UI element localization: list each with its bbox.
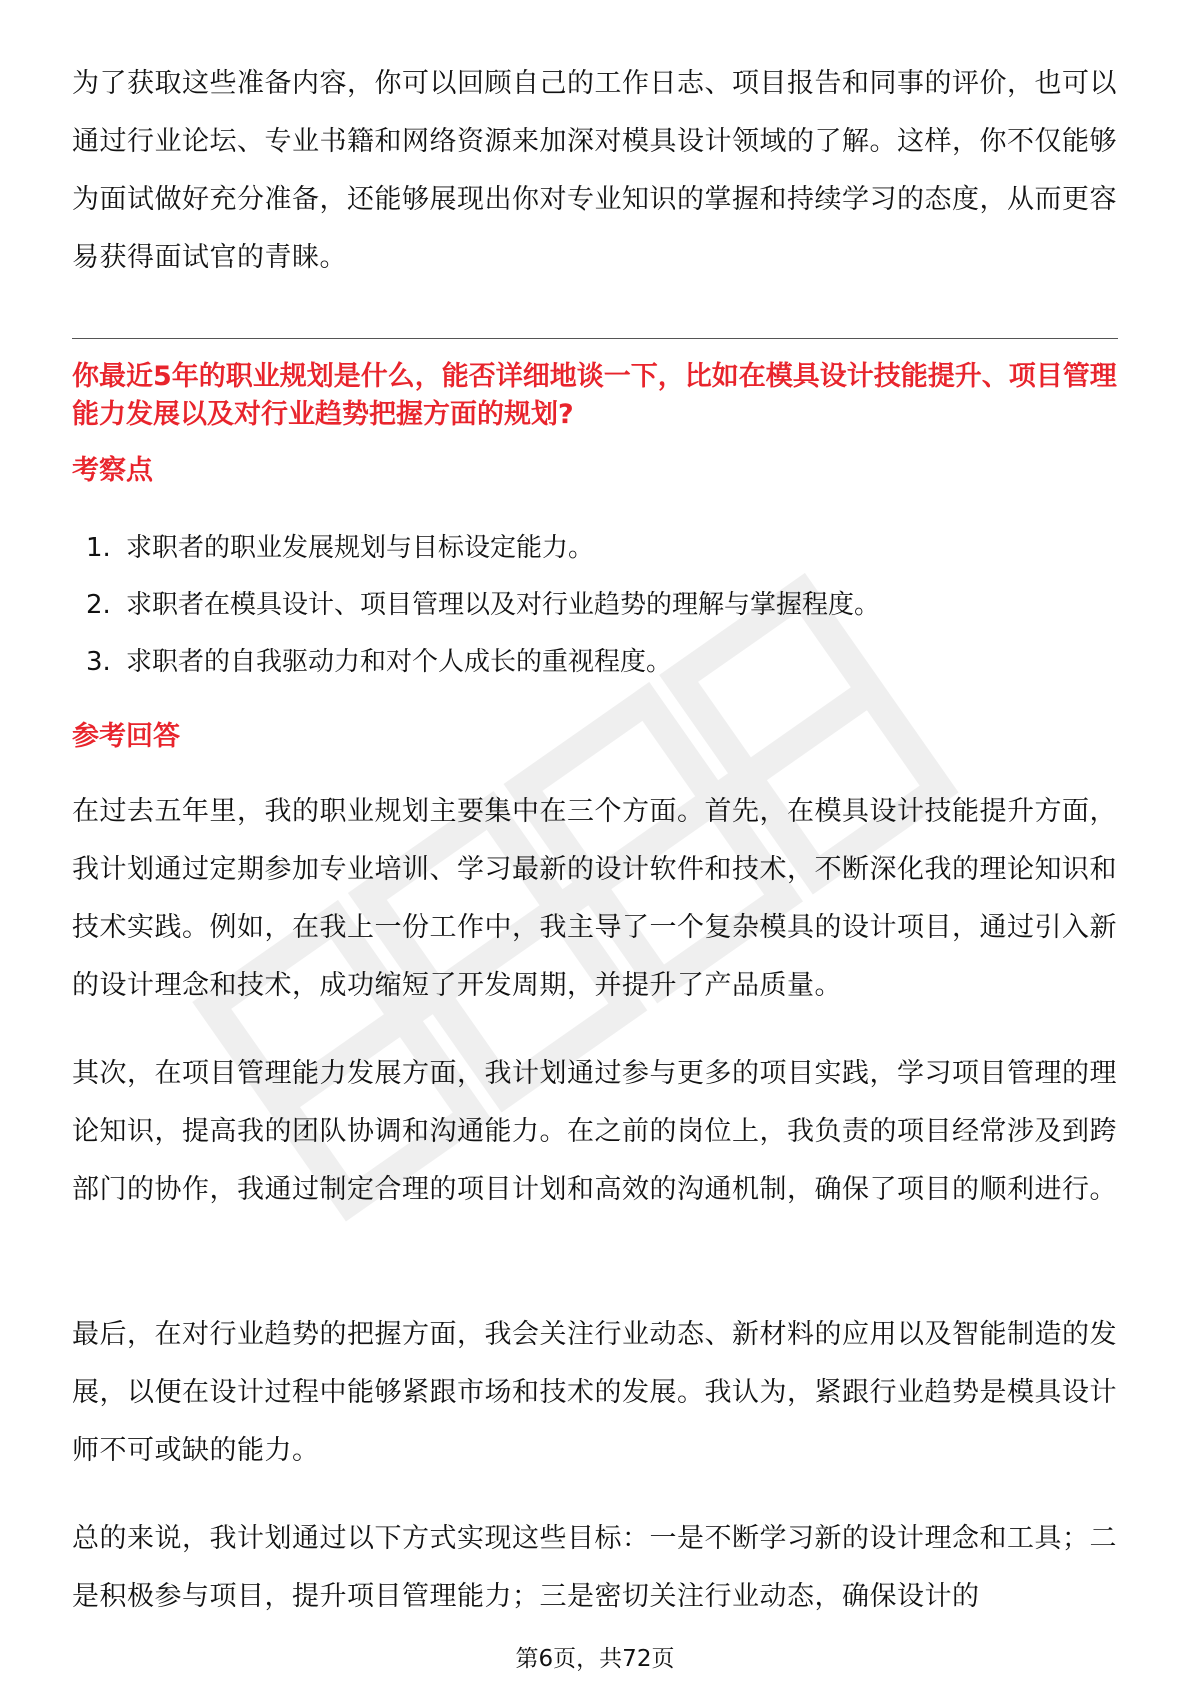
list-item-number: 3.: [86, 647, 111, 677]
section-divider: [72, 338, 1118, 339]
list-item: [72, 634, 1118, 691]
answer-paragraph: 在过去五年里，我的职业规划主要集中在三个方面。首先，在模具设计技能提升方面，我计划通过定期参加专业培训、学习最新的设计软件和技术，不断深化我的理论知识和技术实践。例如，在我上一份工作中，我主导了一个复杂模具的设计项目，通过引入新的设计理念和技术，成功缩短了开发周期，并提升了产品质量。: [72, 796, 1117, 1001]
points-list: [72, 520, 1118, 691]
question-heading: 你最近5年的职业规划是什么，能否详细地谈一下，比如在模具设计技能提升、项目管理能力发展以及对行业趋势把握方面的规划?: [72, 361, 1117, 430]
list-item: [72, 577, 1118, 634]
points-heading: 考察点: [72, 455, 153, 486]
list-item-text: 求职者在模具设计、项目管理以及对行业趋势的理解与掌握程度。: [126, 590, 881, 620]
list-item-number: 1.: [86, 533, 111, 563]
answer-paragraph: 其次，在项目管理能力发展方面，我计划通过参与更多的项目实践，学习项目管理的理论知识，提高我的团队协调和沟通能力。在之前的岗位上，我负责的项目经常涉及到跨部门的协作，我通过制定合理的项目计划和高效的沟通机制，确保了项目的顺利进行。: [72, 1058, 1117, 1205]
page-footer: 第6页，共72页: [515, 1646, 675, 1672]
answer-paragraph: 总的来说，我计划通过以下方式实现这些目标：一是不断学习新的设计理念和工具；二是积极参与项目，提升项目管理能力；三是密切关注行业动态，确保设计的: [72, 1523, 1117, 1612]
list-item-number: 2.: [86, 590, 111, 620]
list-item: [72, 520, 1118, 577]
list-item-text: 求职者的自我驱动力和对个人成长的重视程度。: [126, 647, 673, 677]
intro-paragraph: 为了获取这些准备内容，你可以回顾自己的工作日志、项目报告和同事的评价，也可以通过行业论坛、专业书籍和网络资源来加深对模具设计领域的了解。这样，你不仅能够为面试做好充分准备，还能够展现出你对专业知识的掌握和持续学习的态度，从而更容易获得面试官的青睐。: [72, 68, 1117, 273]
answer-paragraph: 最后，在对行业趋势的把握方面，我会关注行业动态、新材料的应用以及智能制造的发展，以便在设计过程中能够紧跟市场和技术的发展。我认为，紧跟行业趋势是模具设计师不可或缺的能力。: [72, 1319, 1117, 1466]
list-item-text: 求职者的职业发展规划与目标设定能力。: [126, 533, 595, 563]
answer-heading: 参考回答: [72, 721, 180, 752]
